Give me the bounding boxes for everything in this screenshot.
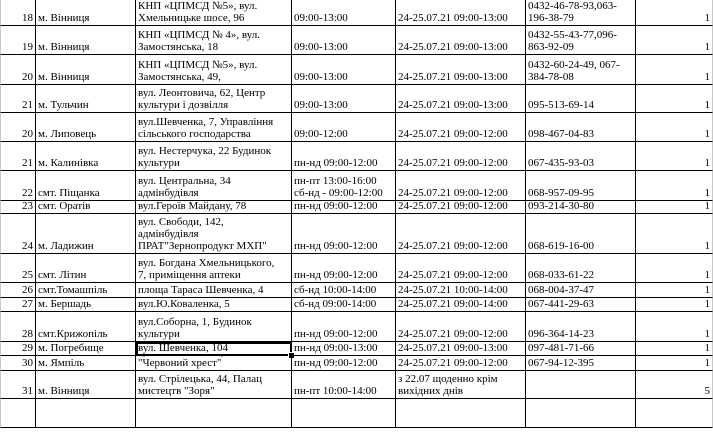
dates-text: 24-25.07.21 09:00-14:00 [398, 298, 508, 310]
hours-cell[interactable] [292, 342, 396, 356]
count-cell[interactable] [636, 356, 713, 371]
dates-cell[interactable] [396, 142, 526, 171]
hours-text: пн-нд 09:00-12:00 [294, 269, 378, 281]
phone-cell[interactable] [526, 254, 636, 283]
count-cell[interactable] [636, 298, 713, 312]
row-number-cell[interactable] [0, 254, 36, 283]
address-cell[interactable] [136, 371, 292, 399]
row-number-text: 31 [22, 385, 33, 397]
count-text: 1 [704, 328, 710, 340]
city-text: смт. Піщанка [38, 187, 100, 199]
hours-cell[interactable] [292, 142, 396, 171]
address-cell[interactable] [136, 283, 292, 298]
dates-cell[interactable] [396, 26, 526, 55]
count-text: 1 [704, 342, 710, 354]
phone-text: 067-94-12-395 [528, 357, 594, 369]
hours-cell[interactable] [292, 26, 396, 55]
hours-text: сб-нд 10:00-14:00 [294, 284, 377, 296]
count-cell[interactable] [636, 254, 713, 283]
table-row [0, 283, 713, 298]
hours-text: 09:00-13:00 [294, 71, 348, 83]
phone-cell[interactable] [526, 85, 636, 113]
address-cell[interactable] [136, 85, 292, 113]
address-cell[interactable] [136, 298, 292, 312]
phone-text: 095-513-69-14 [528, 99, 594, 111]
row-number-cell[interactable] [0, 85, 36, 113]
count-cell[interactable] [636, 214, 713, 254]
city-cell[interactable] [36, 342, 136, 356]
dates-text: 24-25.07.21 09:00-12:00 [398, 128, 508, 140]
row-number-text: 20 [22, 128, 33, 140]
row-number-text: 18 [22, 12, 33, 24]
city-cell[interactable] [36, 214, 136, 254]
phone-cell[interactable] [526, 371, 636, 399]
address-cell[interactable] [136, 254, 292, 283]
dates-text: 24-25.07.21 09:00-12:00 [398, 328, 508, 340]
city-cell[interactable] [36, 298, 136, 312]
city-cell[interactable] [36, 26, 136, 55]
city-text: м. Погребище [38, 342, 104, 354]
city-text: м. Ямпіль [38, 357, 85, 369]
city-text: смт.Крижопіль [38, 328, 108, 340]
row-number-cell[interactable] [0, 298, 36, 312]
city-text: смт.Томашпіль [38, 284, 108, 296]
city-text: м. Тульчин [38, 99, 89, 111]
phone-text: 0432-60-24-49, 067- 384-78-08 [528, 59, 620, 83]
row-number-cell[interactable] [0, 171, 36, 201]
address-text: вул. Свободи, 142, адмінбудівля ПРАТ"Зернопродукт МХП" [138, 216, 267, 252]
dates-cell[interactable] [396, 171, 526, 201]
address-text: вул. Нестерчука, 22 Будинок культури [138, 145, 272, 169]
address-cell[interactable] [136, 0, 292, 26]
hours-text: 09:00-13:00 [294, 99, 348, 111]
dates-text: 24-25.07.21 09:00-13:00 [398, 99, 508, 111]
hours-text: пн-нд 09:00-12:00 [294, 357, 378, 369]
count-text: 5 [704, 385, 710, 397]
dates-cell[interactable] [396, 283, 526, 298]
row-number-text: 27 [22, 298, 33, 310]
phone-text: 068-004-37-47 [528, 284, 594, 296]
city-cell[interactable] [36, 399, 136, 428]
hours-text: пн-нд 09:00-12:00 [294, 201, 378, 212]
phone-cell[interactable] [526, 55, 636, 85]
address-text: КНП «ЦПМСД №5», вул. Хмельницьке шосе, 96 [138, 0, 258, 24]
dates-cell[interactable] [396, 371, 526, 399]
phone-text: 067-435-93-03 [528, 157, 594, 169]
phone-text: 068-957-09-95 [528, 187, 594, 199]
count-text: 1 [704, 201, 710, 212]
row-number-text: 23 [22, 201, 33, 212]
city-text: м. Вінниця [38, 71, 90, 83]
dates-cell[interactable] [396, 113, 526, 142]
city-text: м. Бершадь [38, 298, 92, 310]
city-text: м. Вінниця [38, 41, 90, 53]
hours-cell[interactable] [292, 55, 396, 85]
row-number-cell[interactable] [0, 342, 36, 356]
address-text: вул. Леонтовича, 62, Центр культури і дозвілля [138, 87, 266, 111]
dates-cell[interactable] [396, 298, 526, 312]
row-number-cell[interactable] [0, 214, 36, 254]
row-number-cell[interactable] [0, 312, 36, 342]
address-text: вул. Центральна, 34 адмінбудівля [138, 175, 231, 199]
phone-cell[interactable] [526, 298, 636, 312]
dates-text: 24-25.07.21 09:00-12:00 [398, 269, 508, 281]
row-number-text: 21 [22, 99, 33, 111]
count-cell[interactable] [636, 26, 713, 55]
table-row [0, 399, 713, 428]
hours-text: 09:00-13:00 [294, 12, 348, 24]
count-text: 1 [704, 284, 710, 296]
address-text: КНП «ЦПМСД № 4», вул. Замостянська, 18 [138, 29, 261, 53]
address-cell[interactable] [136, 113, 292, 142]
count-text: 1 [704, 357, 710, 369]
hours-text: пн-пт 13:00-16:00 сб-нд - 09:00-12:00 [294, 175, 383, 199]
phone-cell[interactable] [526, 283, 636, 298]
count-text: 1 [704, 41, 710, 53]
dates-text: 24-25.07.21 09:00-12:00 [398, 201, 508, 212]
row-number-cell[interactable] [0, 0, 36, 26]
address-text: "Червоний хрест" [138, 357, 222, 369]
hours-text: пн-нд 09:00-13:00 [294, 342, 378, 354]
row-number-text: 22 [22, 187, 33, 199]
address-text: КНП «ЦПМСД №5», вул. Замостянська, 49, [138, 59, 258, 83]
count-text: 1 [704, 187, 710, 199]
phone-text: 068-619-16-00 [528, 240, 594, 252]
dates-text: 24-25.07.21 09:00-13:00 [398, 342, 508, 354]
count-cell[interactable] [636, 283, 713, 298]
city-cell[interactable] [36, 201, 136, 214]
hours-cell[interactable] [292, 201, 396, 214]
table-row [0, 113, 713, 142]
hours-text: пн-нд 09:00-12:00 [294, 157, 378, 169]
count-text: 1 [704, 157, 710, 169]
phone-cell[interactable] [526, 0, 636, 26]
table-row [0, 214, 713, 254]
table-row [0, 371, 713, 399]
hours-text: 09:00-12:00 [294, 128, 348, 140]
city-text: смт. Оратів [38, 201, 91, 212]
count-text: 1 [704, 12, 710, 24]
address-text: вул.Соборна, 1, Будинок культури [138, 316, 252, 340]
city-cell[interactable] [36, 254, 136, 283]
row-number-cell[interactable] [0, 201, 36, 214]
address-cell[interactable] [136, 26, 292, 55]
phone-cell[interactable] [526, 399, 636, 428]
phone-text: 093-214-30-80 [528, 201, 594, 212]
phone-text: 068-033-61-22 [528, 269, 594, 281]
dates-text: 24-25.07.21 10:00-14:00 [398, 284, 508, 296]
hours-text: пн-пт 10:00-14:00 [294, 385, 377, 397]
hours-text: 09:00-13:00 [294, 41, 348, 53]
hours-text: сб-нд 09:00-14:00 [294, 298, 377, 310]
row-number-cell[interactable] [0, 356, 36, 371]
address-text: площа Тараса Шевченка, 4 [138, 284, 264, 296]
city-text: м. Ладижин [38, 240, 94, 252]
address-cell[interactable] [136, 55, 292, 85]
count-text: 1 [704, 99, 710, 111]
city-cell[interactable] [36, 142, 136, 171]
table-row [0, 356, 713, 371]
count-cell[interactable] [636, 142, 713, 171]
row-number-text: 19 [22, 41, 33, 53]
count-text: 1 [704, 298, 710, 310]
count-cell[interactable] [636, 399, 713, 428]
dates-cell[interactable] [396, 356, 526, 371]
phone-text: 0432-46-78-93,063- 196-38-79 [528, 0, 617, 24]
row-number-text: 21 [22, 157, 33, 169]
city-cell[interactable] [36, 356, 136, 371]
table-row [0, 201, 713, 214]
row-number-text: 24 [22, 240, 33, 252]
phone-cell[interactable] [526, 214, 636, 254]
phone-cell[interactable] [526, 201, 636, 214]
hours-cell[interactable] [292, 0, 396, 26]
phone-cell[interactable] [526, 342, 636, 356]
row-number-text: 25 [22, 269, 33, 281]
phone-text: 0432-55-43-77,096- 863-92-09 [528, 29, 617, 53]
city-text: м. Вінниця [38, 385, 90, 397]
row-number-cell[interactable] [0, 142, 36, 171]
city-cell[interactable] [36, 113, 136, 142]
dates-text: 24-25.07.21 09:00-13:00 [398, 71, 508, 83]
count-text: 1 [704, 71, 710, 83]
row-number-text: 26 [22, 284, 33, 296]
dates-cell[interactable] [396, 55, 526, 85]
count-text: 1 [704, 240, 710, 252]
count-cell[interactable] [636, 371, 713, 399]
count-cell[interactable] [636, 113, 713, 142]
dates-text: 24-25.07.21 09:00-12:00 [398, 157, 508, 169]
city-text: м. Калинівка [38, 157, 99, 169]
dates-text: 24-25.07.21 09:00-12:00 [398, 187, 508, 199]
row-number-cell[interactable] [0, 371, 36, 399]
hours-cell[interactable] [292, 399, 396, 428]
city-cell[interactable] [36, 0, 136, 26]
address-text: вул.Шевченка, 7, Управління сільського господарства [138, 116, 274, 140]
phone-cell[interactable] [526, 312, 636, 342]
dates-cell[interactable] [396, 254, 526, 283]
count-text: 1 [704, 269, 710, 281]
table-row [0, 26, 713, 55]
dates-text: 24-25.07.21 09:00-12:00 [398, 357, 508, 369]
row-number-cell[interactable] [0, 26, 36, 55]
city-text: м. Липовець [38, 128, 97, 140]
row-number-cell[interactable] [0, 283, 36, 298]
count-cell[interactable] [636, 171, 713, 201]
selected-address-cell[interactable] [136, 342, 292, 356]
row-number-cell[interactable] [0, 399, 36, 428]
table-row [0, 171, 713, 201]
dates-text: з 22.07 щоденно крім вихідних днів [398, 373, 498, 397]
address-text: вул. Стрілецька, 44, Палац мистецтв "Зоря" [138, 373, 263, 397]
dates-cell[interactable] [396, 399, 526, 428]
phone-cell[interactable] [526, 113, 636, 142]
count-cell[interactable] [636, 85, 713, 113]
dates-cell[interactable] [396, 342, 526, 356]
dates-text: 24-25.07.21 09:00-12:00 [398, 240, 508, 252]
row-number-text: 30 [22, 357, 33, 369]
dates-cell[interactable] [396, 201, 526, 214]
count-cell[interactable] [636, 201, 713, 214]
count-cell[interactable] [636, 312, 713, 342]
count-cell[interactable] [636, 0, 713, 26]
row-number-cell[interactable] [0, 55, 36, 85]
city-cell[interactable] [36, 171, 136, 201]
table-row [0, 312, 713, 342]
table-row [0, 298, 713, 312]
hours-cell[interactable] [292, 214, 396, 254]
dates-text: 24-25.07.21 09:00-13:00 [398, 12, 508, 24]
address-text: вул. Шевченка, 104 [138, 342, 228, 354]
hours-cell[interactable] [292, 312, 396, 342]
dates-cell[interactable] [396, 312, 526, 342]
hours-cell[interactable] [292, 85, 396, 113]
table-row [0, 55, 713, 85]
dates-cell[interactable] [396, 0, 526, 26]
count-cell[interactable] [636, 342, 713, 356]
city-cell[interactable] [36, 85, 136, 113]
row-number-cell[interactable] [0, 113, 36, 142]
hours-cell[interactable] [292, 283, 396, 298]
dates-text: 24-25.07.21 09:00-13:00 [398, 41, 508, 53]
dates-cell[interactable] [396, 214, 526, 254]
city-cell[interactable] [36, 371, 136, 399]
address-cell[interactable] [136, 142, 292, 171]
city-text: м. Вінниця [38, 12, 90, 24]
hours-text: пн-нд 09:00-12:00 [294, 328, 378, 340]
address-text: вул.Ю.Коваленка, 5 [138, 298, 230, 310]
address-cell[interactable] [136, 214, 292, 254]
phone-text: 096-364-14-23 [528, 328, 594, 340]
count-cell[interactable] [636, 55, 713, 85]
address-cell[interactable] [136, 356, 292, 371]
phone-cell[interactable] [526, 26, 636, 55]
city-cell[interactable] [36, 55, 136, 85]
phone-text: 098-467-04-83 [528, 128, 594, 140]
table-row [0, 142, 713, 171]
table-row [0, 0, 713, 26]
phone-cell[interactable] [526, 142, 636, 171]
row-number-text: 28 [22, 328, 33, 340]
address-cell[interactable] [136, 312, 292, 342]
phone-text: 067-441-29-63 [528, 298, 594, 310]
phone-text: 097-481-71-66 [528, 342, 594, 354]
hours-cell[interactable] [292, 298, 396, 312]
city-text: смт. Літин [38, 269, 87, 281]
hours-cell[interactable] [292, 254, 396, 283]
hours-cell[interactable] [292, 171, 396, 201]
phone-cell[interactable] [526, 356, 636, 371]
phone-cell[interactable] [526, 171, 636, 201]
address-cell[interactable] [136, 201, 292, 214]
table-row [0, 85, 713, 113]
address-cell[interactable] [136, 171, 292, 201]
hours-cell[interactable] [292, 113, 396, 142]
city-cell[interactable] [36, 283, 136, 298]
table-row [0, 254, 713, 283]
count-text: 1 [704, 128, 710, 140]
hours-text: пн-нд 09:00-12:00 [294, 240, 378, 252]
row-number-text: 29 [22, 342, 33, 354]
address-text: вул. Богдана Хмельницького, 7, приміщення аптеки [138, 257, 275, 281]
address-cell[interactable] [136, 399, 292, 428]
dates-cell[interactable] [396, 85, 526, 113]
table-row [0, 342, 713, 356]
hours-cell[interactable] [292, 356, 396, 371]
city-cell[interactable] [36, 312, 136, 342]
address-text: вул.Героїв Майдану, 78 [138, 201, 247, 212]
row-number-text: 20 [22, 71, 33, 83]
hours-cell[interactable] [292, 371, 396, 399]
